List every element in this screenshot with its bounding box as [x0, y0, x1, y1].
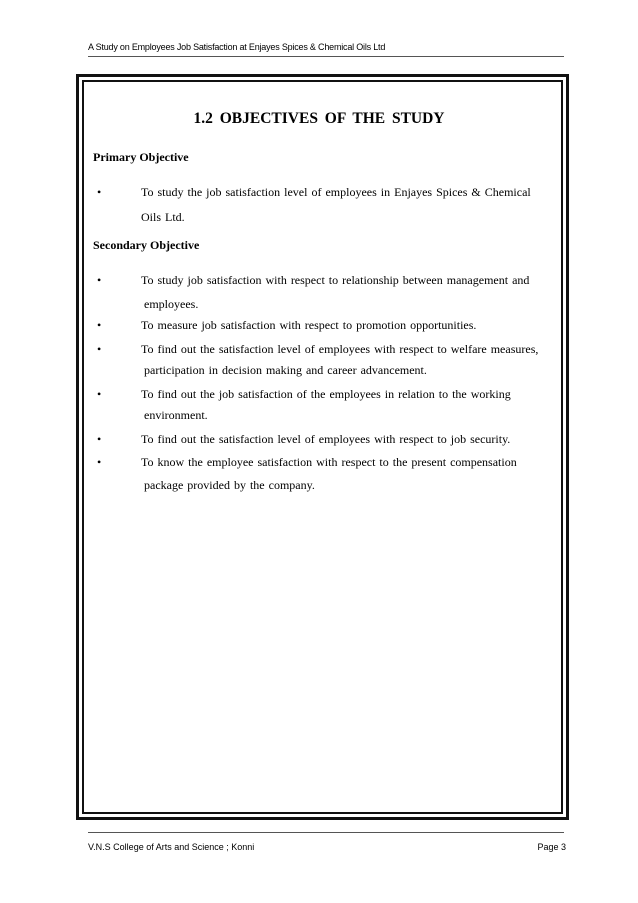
secondary-item-line: package provided by the company.: [144, 478, 315, 492]
secondary-item-line: participation in decision making and career advancement.: [144, 363, 427, 377]
bullet-icon: •: [97, 185, 102, 199]
footer-rule: [88, 832, 564, 833]
secondary-item-line: To measure job satisfaction with respect to promotion opportunities.: [141, 318, 477, 332]
page-number: Page 3: [537, 842, 566, 852]
secondary-objective-heading: Secondary Objective: [93, 238, 200, 252]
primary-item-line: To study the job satisfaction level of employees in Enjayes Spices & Chemical: [141, 185, 531, 199]
secondary-item-line: To study job satisfaction with respect to relationship between management and: [141, 273, 530, 287]
secondary-item-line: To find out the job satisfaction of the employees in relation to the working: [141, 387, 511, 401]
secondary-item-line: To find out the satisfaction level of employees with respect to welfare measures,: [141, 342, 539, 356]
page-title: 1.2 OBJECTIVES OF THE STUDY: [193, 110, 445, 127]
bullet-icon: •: [97, 455, 102, 469]
primary-item-line: Oils Ltd.: [141, 210, 185, 224]
bullet-icon: •: [97, 318, 102, 332]
secondary-item-line: To find out the satisfaction level of employees with respect to job security.: [141, 432, 511, 446]
bullet-icon: •: [97, 432, 102, 446]
header-rule: [88, 56, 564, 57]
secondary-item-line: employees.: [144, 297, 199, 311]
footer-college: V.N.S College of Arts and Science ; Konni: [88, 842, 255, 852]
primary-objective-heading: Primary Objective: [93, 150, 189, 164]
secondary-item-line: environment.: [144, 408, 208, 422]
bullet-icon: •: [97, 342, 102, 356]
bullet-icon: •: [97, 387, 102, 401]
secondary-item-line: To know the employee satisfaction with respect to the present compensation: [141, 455, 517, 469]
running-header: A Study on Employees Job Satisfaction at Enjayes Spices & Chemical Oils Ltd: [88, 42, 386, 52]
bullet-icon: •: [97, 273, 102, 287]
